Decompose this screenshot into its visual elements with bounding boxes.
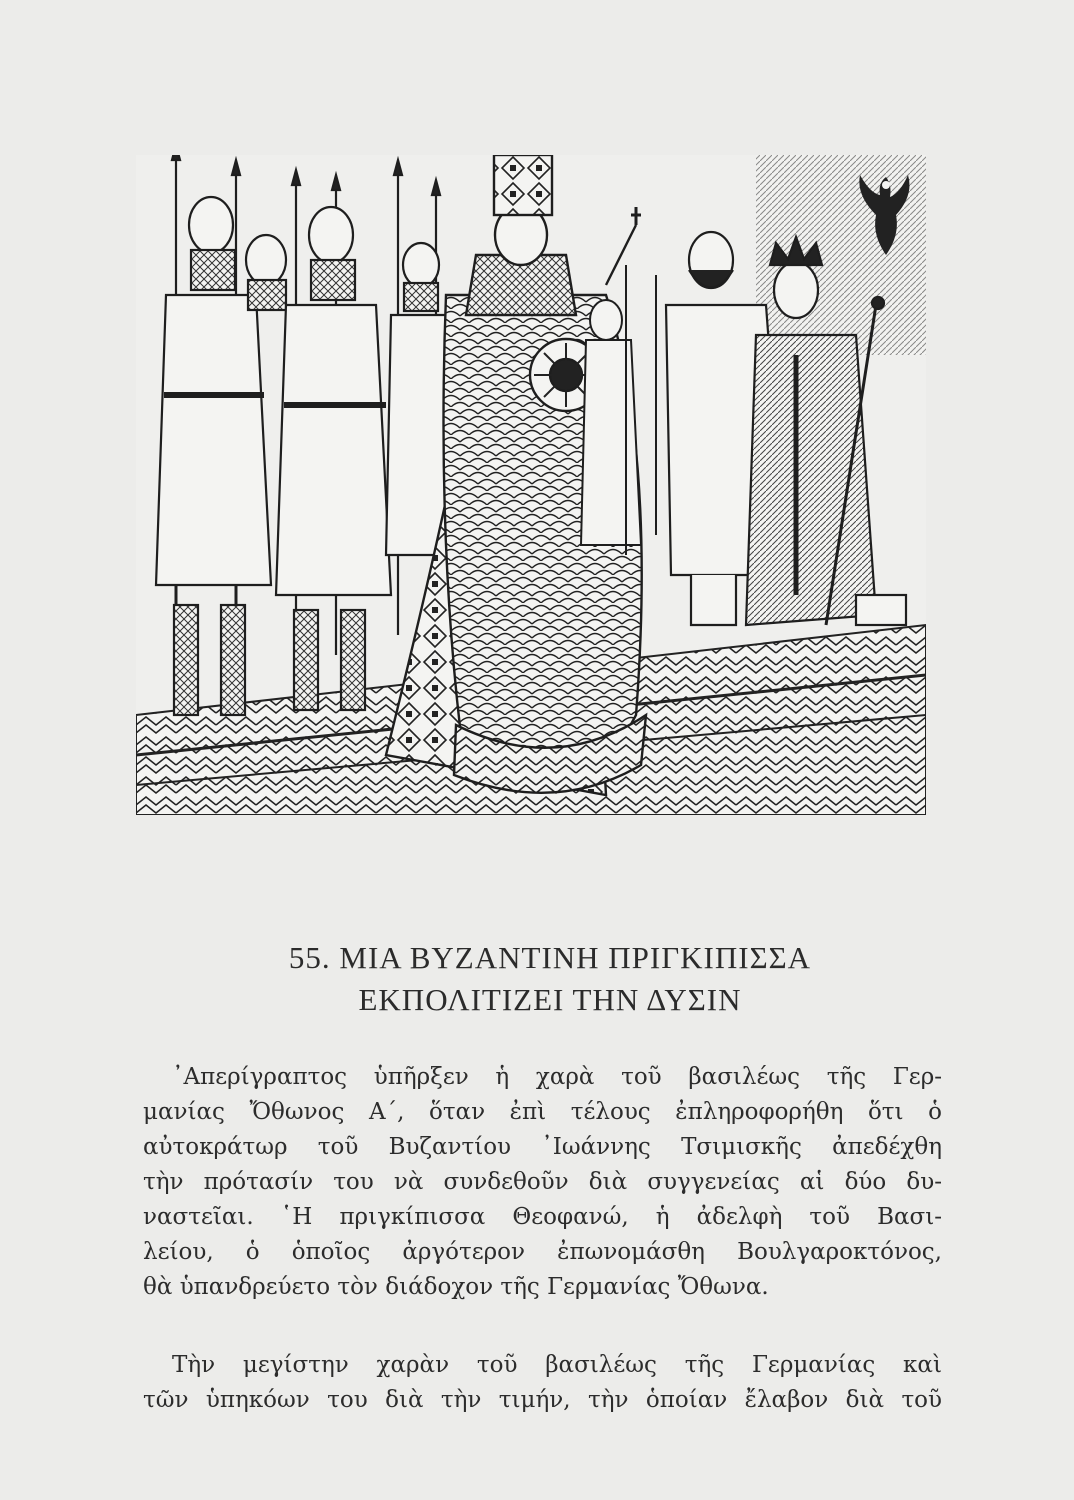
text-line: ναστεῖαι. ῾Η πριγκίπισσα Θεοφανώ, ἡ ἀδελφὴ τοῦ Βασι- — [143, 1204, 942, 1230]
text-line: τῶν ὑπηκόων του διὰ τὴν τιμήν, τὴν ὁποίαν ἔλαβον διὰ τοῦ — [143, 1387, 942, 1413]
text-line: Τὴν μεγίστην χαρὰν τοῦ βασιλέως τῆς Γερμανίας καὶ — [172, 1352, 942, 1378]
text-line: αὐτοκράτωρ τοῦ Βυζαντίου ᾿Ιωάννης Τσιμισκῆς ἀπεδέχθη — [143, 1134, 942, 1160]
text-line: τὴν πρότασίν του νὰ συνδεθοῦν διὰ συγγενείας αἱ δύο δυ- — [143, 1169, 942, 1195]
text-line: θὰ ὑπανδρεύετο τὸν διάδοχον τῆς Γερμανίας Ὄθωνα. — [143, 1274, 769, 1300]
paragraph-2 — [143, 1348, 942, 1418]
text-line: μανίας Ὄθωνος Α΄, ὅταν ἐπὶ τέλους ἐπληροφορήθη ὅτι ὁ — [143, 1099, 942, 1125]
text-line: λείου, ὁ ὁποῖος ἀργότερον ἐπωνομάσθη Βουλγαροκτόνος, — [143, 1239, 942, 1265]
chapter-title-line-1: 55. ΜΙΑ ΒΥΖΑΝΤΙΝΗ ΠΡΙΓΚΙΠΙΣΣΑ — [288, 940, 812, 975]
chapter-title-line-2: ΕΚΠΟΛΙΤΙΖΕΙ ΤΗΝ ΔΥΣΙΝ — [358, 982, 742, 1017]
paragraph-1 — [143, 1060, 942, 1305]
engraving-drawing — [136, 155, 926, 815]
illustration-byzantine-princess — [136, 155, 926, 815]
text-line: ᾿Απερίγραπτος ὑπῆρξεν ἡ χαρὰ τοῦ βασιλέως τῆς Γερ- — [172, 1064, 942, 1090]
